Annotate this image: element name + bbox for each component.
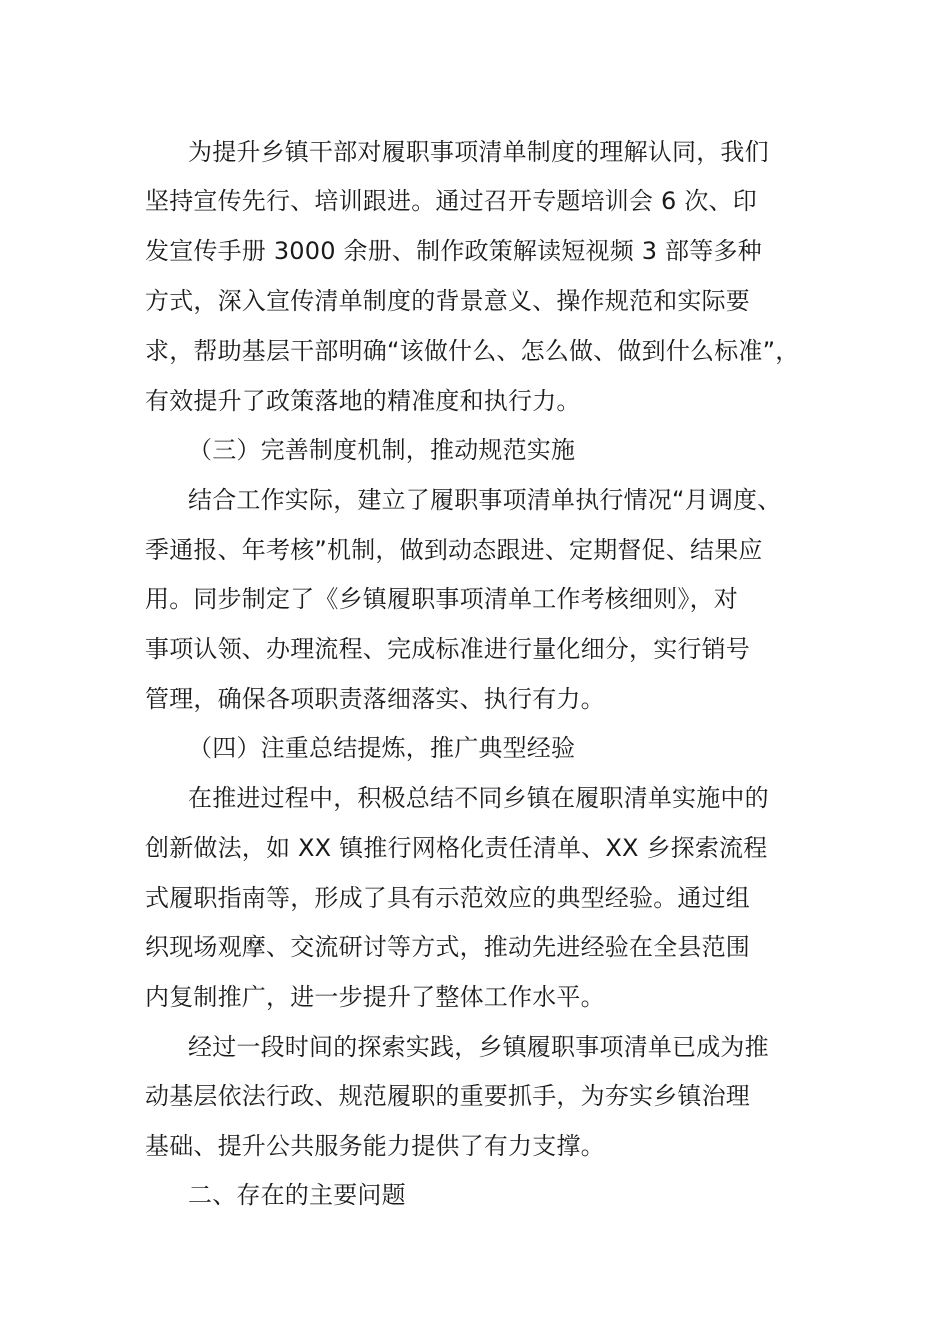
paragraph-4-line-2: 动基层依法行政、规范履职的重要抓手，为夯实乡镇治理 xyxy=(145,1082,750,1110)
paragraph-1-line-4: 方式，深入宣传清单制度的背景意义、操作规范和实际要 xyxy=(145,287,750,315)
section-heading-3: （三）完善制度机制，推动规范实施 xyxy=(188,436,576,464)
paragraph-1-line-3: 发宣传手册 3000 余册、制作政策解读短视频 3 部等多种 xyxy=(145,237,762,265)
paragraph-2-line-2: 季通报、年考核”机制，做到动态跟进、定期督促、结果应 xyxy=(145,536,763,564)
paragraph-2-line-1: 结合工作实际，建立了履职事项清单执行情况“月调度、 xyxy=(188,486,782,514)
paragraph-1-line-5: 求，帮助基层干部明确“该做什么、怎么做、做到什么标准”， xyxy=(145,337,800,365)
paragraph-2-line-3: 用。同步制定了《乡镇履职事项清单工作考核细则》，对 xyxy=(145,585,738,613)
paragraph-2-line-5: 管理，确保各项职责落细落实、执行有力。 xyxy=(145,685,605,713)
paragraph-3-line-5: 内复制推广，进一步提升了整体工作水平。 xyxy=(145,983,605,1011)
paragraph-3-line-3: 式履职指南等，形成了具有示范效应的典型经验。通过组 xyxy=(145,884,750,912)
section-heading-4: （四）注重总结提炼，推广典型经验 xyxy=(188,734,576,762)
paragraph-3-line-4: 织现场观摩、交流研讨等方式，推动先进经验在全县范围 xyxy=(145,933,750,961)
paragraph-4-line-3: 基础、提升公共服务能力提供了有力支撑。 xyxy=(145,1132,605,1160)
paragraph-1-line-2: 坚持宣传先行、培训跟进。通过召开专题培训会 6 次、印 xyxy=(145,187,757,215)
paragraph-2-line-4: 事项认领、办理流程、完成标准进行量化细分，实行销号 xyxy=(145,635,750,663)
paragraph-3-line-2: 创新做法，如 XX 镇推行网格化责任清单、XX 乡探索流程 xyxy=(145,834,768,862)
paragraph-1-line-6: 有效提升了政策落地的精准度和执行力。 xyxy=(145,387,581,415)
paragraph-3-line-1: 在推进过程中，积极总结不同乡镇在履职清单实施中的 xyxy=(188,784,769,812)
section-heading-2-main-problems: 二、存在的主要问题 xyxy=(188,1181,406,1209)
paragraph-4-line-1: 经过一段时间的探索实践，乡镇履职事项清单已成为推 xyxy=(188,1033,769,1061)
paragraph-1-line-1: 为提升乡镇干部对履职事项清单制度的理解认同，我们 xyxy=(188,138,769,166)
